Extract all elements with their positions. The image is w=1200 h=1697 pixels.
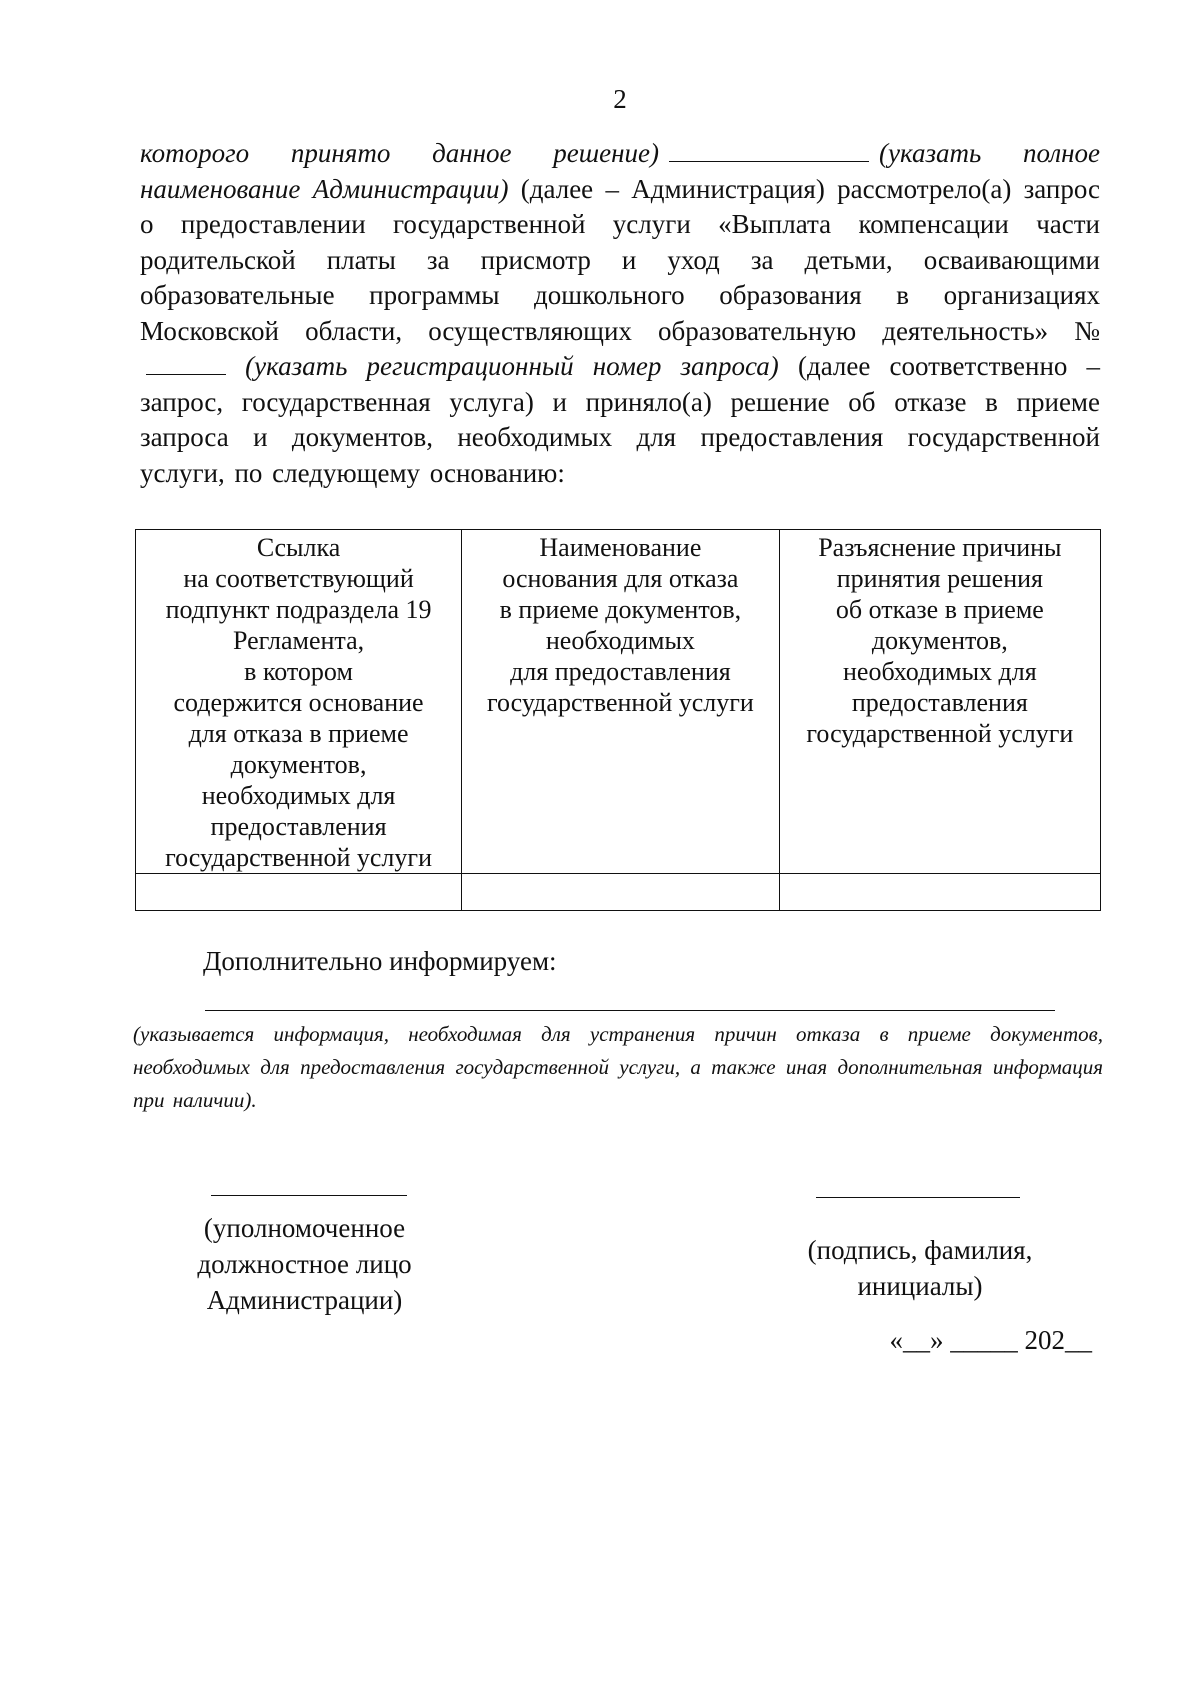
decision-text: (далее соответственно – запрос, государственная услуга) и приняло(а) решение об отказе в приеме запроса и документов, необходимых для предоставления государственной услуги, по следующему основанию: (140, 351, 1101, 488)
table-cell-empty (779, 874, 1100, 911)
date-field: «__» _____ 202__ (889, 1325, 1092, 1355)
refusal-grounds-table (135, 529, 1101, 911)
additional-info-line (205, 1010, 1055, 1011)
table-cell-empty (136, 874, 462, 911)
request-number-blank (146, 352, 226, 375)
decision-paragraph (140, 136, 1100, 491)
request-text: (далее – Администрация) рассмотрело(а) запрос о предоставлении государственной услуги «Выплата компенсации части родительской платы за присмотр и уход за детьми, осваивающими образовательные программы дошкольного образования в организациях Московской области, осуществляющих образовательную деятельность» № (140, 173, 1101, 346)
header-cell-ground-name (462, 530, 780, 874)
administration-name-blank (669, 139, 869, 162)
additional-info-label: Дополнительно информируем: (203, 946, 557, 976)
table-header-row (136, 530, 1101, 874)
table-row (136, 874, 1101, 911)
official-caption: (уполномоченное должностное лицо Администрации) (197, 1213, 412, 1315)
header-cell-reference (136, 530, 462, 874)
table-cell-empty (462, 874, 780, 911)
official-signature-line (211, 1195, 407, 1196)
header-reference-text: Ссылка на соответствующий подпункт подраздела 19 Регламента, в котором содержится основание для отказа в приеме документов, необходимых для предоставления государственной услуги (165, 533, 432, 872)
italic-hint-request-number: (указать регистрационный номер запроса) (245, 351, 779, 381)
signature-caption: (подпись, фамилия, инициалы) (807, 1235, 1033, 1301)
page-number: 2 (613, 84, 627, 114)
header-explanation-text: Разъяснение причины принятия решения об отказе в приеме документов, необходимых для предоставления государственной услуги (806, 533, 1074, 748)
italic-hint-administration: (указать полное наименование Администрации) (140, 138, 1101, 204)
additional-info-note: (указывается информация, необходимая для устранения причин отказа в приеме документов, необходимых для предоставления государственной услуги, а также иная дополнительная информация при наличии). (133, 1022, 1103, 1112)
header-cell-explanation (779, 530, 1100, 874)
header-ground-name-text: Наименование основания для отказа в приеме документов, необходимых для предоставления государственной услуги (486, 533, 754, 717)
italic-fragment-decision: которого принято данное решение) (140, 138, 660, 168)
signature-line (816, 1197, 1020, 1198)
